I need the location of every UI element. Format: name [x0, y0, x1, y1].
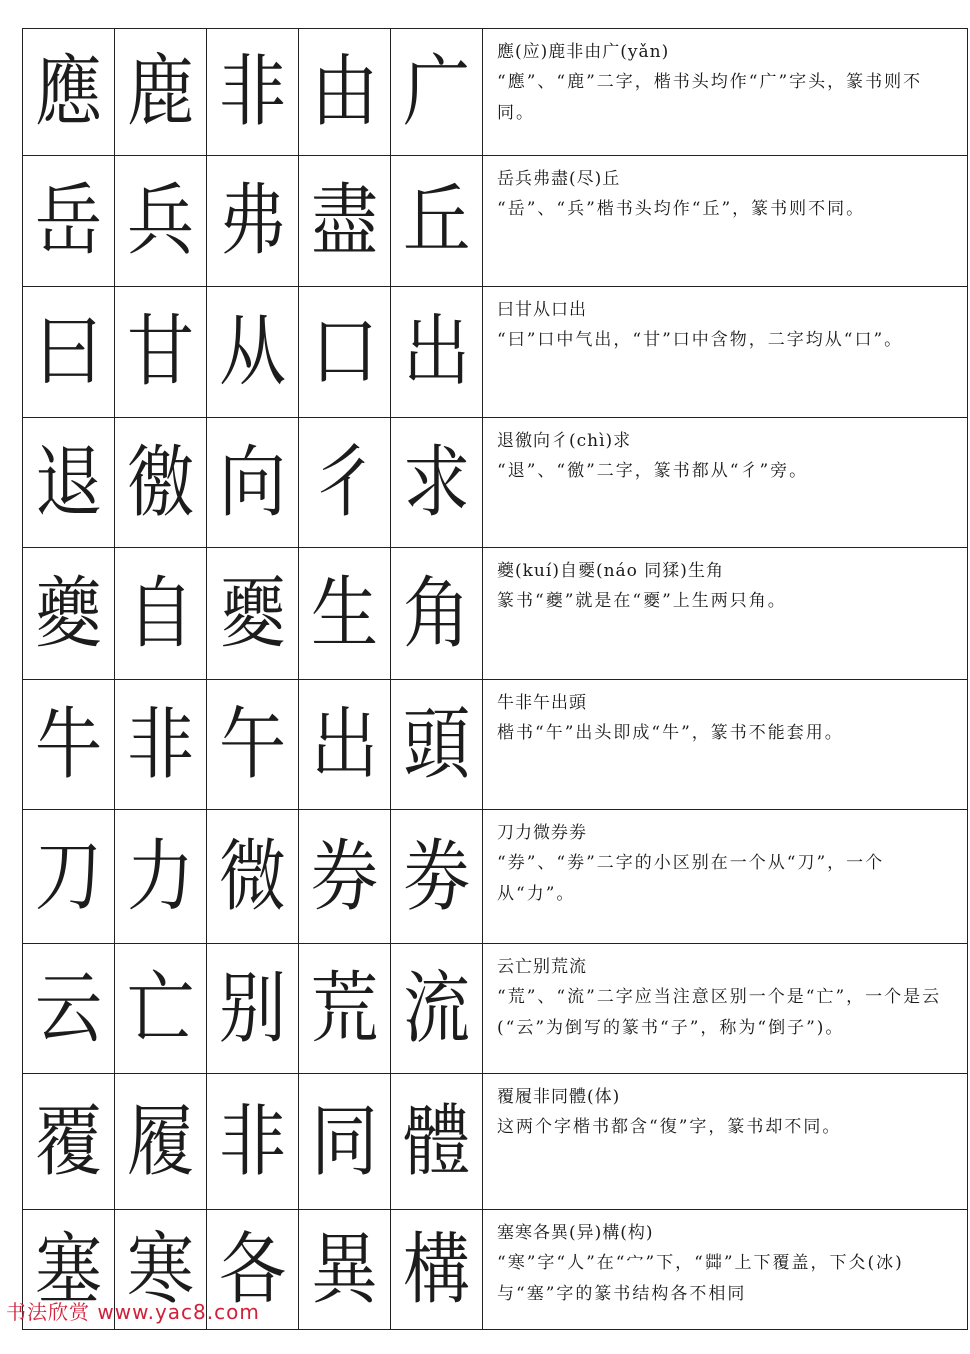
- seal-character: 各: [218, 1224, 287, 1315]
- seal-character: 弗: [218, 176, 287, 266]
- explanation-text: “券”、“劵”二字的小区别在一个从“刀”，一个从“力”。: [497, 853, 885, 904]
- seal-character-cell: [115, 418, 207, 548]
- seal-character: 覆: [34, 1096, 103, 1187]
- seal-character: 甘: [126, 307, 195, 397]
- seal-character: 非: [126, 699, 195, 790]
- explanation-cell: [483, 418, 968, 548]
- seal-character-cell: [207, 944, 299, 1074]
- seal-character: 夒: [218, 568, 287, 659]
- explanation-title: 云亡别荒流: [497, 957, 587, 977]
- explanation-title: 覆履非同體(体): [497, 1087, 621, 1107]
- seal-character: 由: [310, 47, 379, 137]
- seal-character: 寒: [126, 1224, 195, 1315]
- seal-character-cell: [207, 810, 299, 944]
- seal-character: 微: [218, 831, 287, 922]
- seal-character-cell: [207, 287, 299, 418]
- seal-character-cell: [391, 29, 483, 156]
- seal-character: 云: [34, 963, 103, 1054]
- seal-character: 出: [310, 699, 379, 790]
- seal-character-cell: [115, 810, 207, 944]
- seal-character: 亡: [126, 963, 195, 1054]
- seal-character: 劵: [402, 831, 471, 922]
- explanation-cell: [483, 156, 968, 287]
- seal-character-cell: [299, 156, 391, 287]
- seal-character: 出: [402, 307, 471, 397]
- seal-character-cell: [391, 944, 483, 1074]
- seal-character: 求: [402, 437, 471, 528]
- seal-character-cell: [23, 548, 115, 680]
- seal-character-cell: [23, 29, 115, 156]
- seal-character: 盡: [310, 176, 379, 266]
- seal-character: 从: [218, 307, 287, 397]
- seal-character: 塞: [34, 1224, 103, 1315]
- seal-character: 構: [402, 1224, 471, 1315]
- explanation-text: “應”、“鹿”二字，楷书头均作“广”字头，篆书则不同。: [497, 72, 923, 123]
- seal-character: 體: [402, 1096, 471, 1187]
- seal-character: 兵: [126, 176, 195, 266]
- explanation-text: “退”、“徼”二字，篆书都从“彳”旁。: [497, 461, 809, 481]
- seal-character: 口: [310, 307, 379, 397]
- seal-character: 履: [126, 1096, 195, 1187]
- seal-character: 丘: [402, 176, 471, 266]
- seal-character-cell: [207, 548, 299, 680]
- seal-character-cell: [23, 1074, 115, 1210]
- seal-character-cell: [115, 156, 207, 287]
- site-watermark: 书法欣赏 www.yac8.com: [6, 1300, 260, 1324]
- table-row: [23, 944, 968, 1074]
- seal-character-cell: [299, 944, 391, 1074]
- seal-character-cell: [391, 680, 483, 810]
- seal-character: 流: [402, 963, 471, 1054]
- explanation-cell: [483, 1074, 968, 1210]
- explanation-title: 牛非午出頭: [497, 693, 587, 713]
- seal-character: 曰: [34, 307, 103, 397]
- explanation-title: 岳兵弗盡(尽)丘: [497, 169, 621, 189]
- explanation-text: 篆书“夔”就是在“夒”上生两只角。: [497, 591, 787, 611]
- explanation-cell: [483, 944, 968, 1074]
- seal-character-cell: [207, 1074, 299, 1210]
- seal-character-cell: [391, 287, 483, 418]
- table-row: [23, 156, 968, 287]
- explanation-cell: [483, 29, 968, 156]
- explanation-title: 刀力微券劵: [497, 823, 587, 843]
- explanation-cell: [483, 548, 968, 680]
- explanation-text: “曰”口中气出，“甘”口中含物，二字均从“口”。: [497, 330, 904, 350]
- explanation-text: “岳”、“兵”楷书头均作“丘”，篆书则不同。: [497, 199, 866, 219]
- seal-character-cell: [391, 156, 483, 287]
- seal-character: 自: [126, 568, 195, 659]
- seal-character-cell: [299, 1074, 391, 1210]
- seal-character-cell: [23, 418, 115, 548]
- explanation-text: “寒”字“人”在“宀”下，“茻”上下覆盖，下仌(冰)与“塞”字的篆书结构各不相同: [497, 1253, 904, 1304]
- seal-character: 别: [218, 963, 287, 1054]
- seal-character-cell: [23, 287, 115, 418]
- explanation-title: 退徼向彳(chì)求: [497, 431, 632, 451]
- seal-character: 徼: [126, 437, 195, 528]
- seal-character: 同: [310, 1096, 379, 1187]
- seal-character: 午: [218, 699, 287, 790]
- seal-character-cell: [115, 944, 207, 1074]
- seal-character-cell: [115, 548, 207, 680]
- seal-character: 力: [126, 831, 195, 922]
- seal-character-cell: [115, 680, 207, 810]
- explanation-title: 夔(kuí)自夒(náo 同猱)生角: [497, 561, 724, 581]
- table-row: [23, 1074, 968, 1210]
- seal-character-cell: [299, 548, 391, 680]
- table-row: [23, 810, 968, 944]
- seal-character-cell: [299, 810, 391, 944]
- seal-character-cell: [207, 418, 299, 548]
- table-row: [23, 548, 968, 680]
- table-row: [23, 680, 968, 810]
- seal-character: 非: [218, 47, 287, 137]
- explanation-text: 楷书“午”出头即成“牛”，篆书不能套用。: [497, 723, 844, 743]
- seal-character-cell: [391, 548, 483, 680]
- seal-character-cell: [391, 418, 483, 548]
- seal-character: 牛: [34, 699, 103, 790]
- seal-character-cell: [207, 29, 299, 156]
- seal-character: 非: [218, 1096, 287, 1187]
- seal-character-cell: [23, 944, 115, 1074]
- seal-character: 角: [402, 568, 471, 659]
- seal-character-cell: [115, 29, 207, 156]
- explanation-cell: [483, 810, 968, 944]
- seal-character-cell: [299, 418, 391, 548]
- seal-character-cell: [391, 810, 483, 944]
- seal-character: 應: [34, 47, 103, 137]
- seal-character-cell: [23, 156, 115, 287]
- explanation-title: 曰甘从口出: [497, 300, 587, 320]
- seal-character-cell: [23, 680, 115, 810]
- seal-character-cell: [23, 810, 115, 944]
- seal-character: 广: [402, 47, 471, 137]
- explanation-cell: [483, 680, 968, 810]
- table-row: [23, 287, 968, 418]
- seal-character: 刀: [34, 831, 103, 922]
- table-row: [23, 29, 968, 156]
- seal-character: 券: [310, 831, 379, 922]
- seal-character-cell: [207, 680, 299, 810]
- seal-character-cell: [391, 1210, 483, 1330]
- seal-character-cell: [299, 680, 391, 810]
- explanation-title: 塞寒各異(异)構(构): [497, 1223, 654, 1243]
- seal-character: 岳: [34, 176, 103, 266]
- seal-character-cell: [115, 287, 207, 418]
- seal-character: 生: [310, 568, 379, 659]
- explanation-title: 應(应)鹿非由广(yǎn): [497, 42, 670, 62]
- seal-character: 荒: [310, 963, 379, 1054]
- explanation-text: “荒”、“流”二字应当注意区别一个是“亡”，一个是云(“云”为倒写的篆书“子”，称为“倒子”)。: [497, 987, 942, 1038]
- explanation-cell: [483, 287, 968, 418]
- seal-character-cell: [299, 29, 391, 156]
- seal-character: 夔: [34, 568, 103, 659]
- comparison-table: [22, 28, 968, 1330]
- seal-character-cell: [391, 1074, 483, 1210]
- table-row: [23, 418, 968, 548]
- seal-character: 異: [310, 1224, 379, 1315]
- seal-character-cell: [115, 1074, 207, 1210]
- seal-character: 彳: [310, 437, 379, 528]
- explanation-text: 这两个字楷书都含“復”字，篆书却不同。: [497, 1117, 842, 1137]
- seal-character-cell: [207, 156, 299, 287]
- seal-character-cell: [299, 287, 391, 418]
- seal-character-cell: [299, 1210, 391, 1330]
- seal-character: 鹿: [126, 47, 195, 137]
- seal-character: 退: [34, 437, 103, 528]
- explanation-cell: [483, 1210, 968, 1330]
- seal-character: 頭: [402, 699, 471, 790]
- seal-character: 向: [218, 437, 287, 528]
